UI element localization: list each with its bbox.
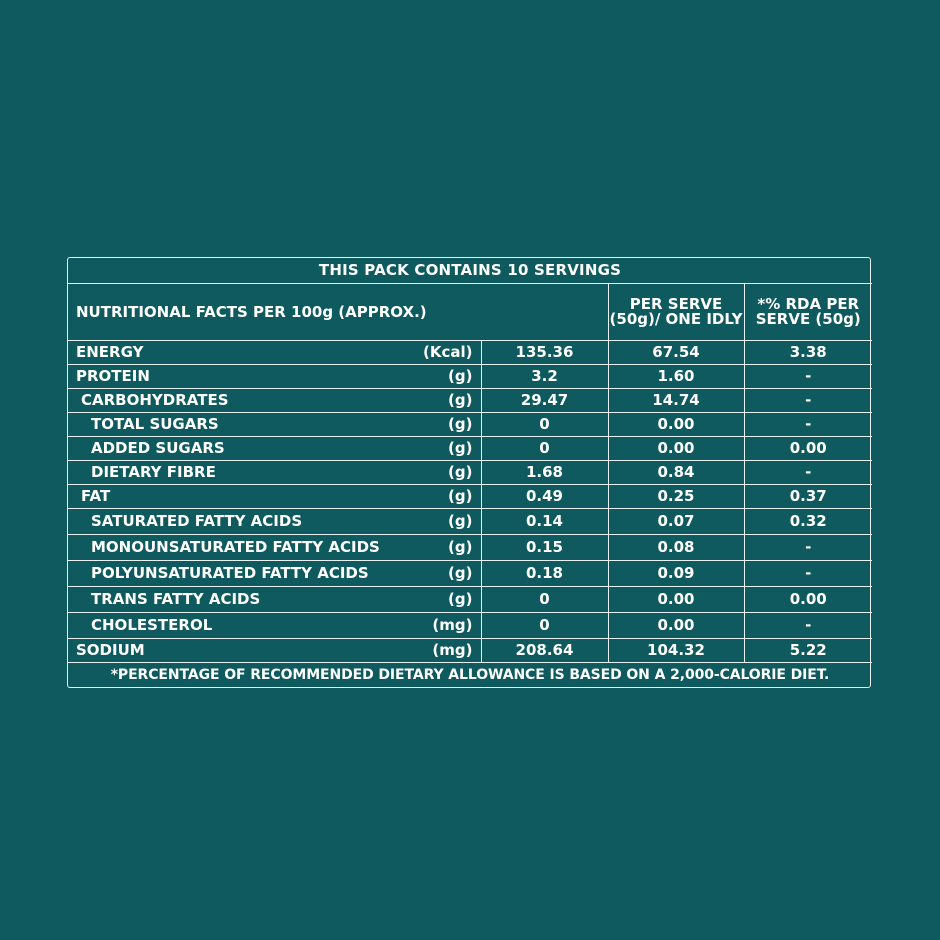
value-rda: -	[744, 613, 872, 639]
value-per-serve: 0.08	[608, 535, 744, 561]
value-rda: -	[744, 413, 872, 437]
value-per-100g: 3.2	[481, 365, 608, 389]
nutrient-unit: (Kcal)	[423, 343, 473, 361]
table-row	[68, 535, 872, 561]
value-per-serve: 104.32	[608, 639, 744, 663]
rda-footnote: *PERCENTAGE OF RECOMMENDED DIETARY ALLOWANCE IS BASED ON A 2,000-CALORIE DIET.	[68, 663, 872, 688]
value-per-100g: 0	[481, 587, 608, 613]
value-per-100g: 0.49	[481, 485, 608, 509]
nutrient-unit: (g)	[448, 439, 473, 457]
nutrition-table	[68, 258, 872, 687]
nutrient-unit: (g)	[448, 564, 473, 582]
value-per-serve: 0.00	[608, 437, 744, 461]
table-row	[68, 587, 872, 613]
header-nutrition-facts: NUTRITIONAL FACTS PER 100g (APPROX.)	[68, 284, 608, 341]
value-per-100g: 0	[481, 613, 608, 639]
nutrient-unit: (g)	[448, 463, 473, 481]
value-per-serve: 67.54	[608, 341, 744, 365]
value-per-serve: 0.00	[608, 413, 744, 437]
value-per-100g: 0.18	[481, 561, 608, 587]
value-rda: 0.37	[744, 485, 872, 509]
value-rda: -	[744, 561, 872, 587]
header-row	[68, 284, 872, 341]
nutrient-name: TRANS FATTY ACIDS	[91, 590, 261, 608]
value-rda: -	[744, 389, 872, 413]
table-row	[68, 389, 872, 413]
value-per-serve: 0.25	[608, 485, 744, 509]
value-per-100g: 135.36	[481, 341, 608, 365]
nutrient-name: ENERGY	[76, 343, 144, 361]
nutrient-name: DIETARY FIBRE	[91, 463, 216, 481]
value-per-serve: 0.07	[608, 509, 744, 535]
value-per-100g: 0.15	[481, 535, 608, 561]
value-rda: 0.00	[744, 587, 872, 613]
nutrient-unit: (g)	[448, 487, 473, 505]
nutrient-unit: (g)	[448, 367, 473, 385]
value-rda: 3.38	[744, 341, 872, 365]
value-per-serve: 0.00	[608, 613, 744, 639]
table-row	[68, 639, 872, 663]
nutrient-unit: (mg)	[432, 641, 473, 659]
table-row	[68, 437, 872, 461]
nutrient-name: TOTAL SUGARS	[91, 415, 219, 433]
value-per-100g: 29.47	[481, 389, 608, 413]
table-row	[68, 509, 872, 535]
table-row	[68, 461, 872, 485]
nutrient-unit: (g)	[448, 512, 473, 530]
value-per-serve: 14.74	[608, 389, 744, 413]
nutrition-facts-panel	[67, 257, 871, 688]
header-rda: *% RDA PER SERVE (50g)	[744, 284, 872, 341]
value-per-100g: 208.64	[481, 639, 608, 663]
value-rda: 0.00	[744, 437, 872, 461]
value-per-serve: 0.09	[608, 561, 744, 587]
table-row	[68, 341, 872, 365]
nutrient-unit: (g)	[448, 391, 473, 409]
table-row	[68, 365, 872, 389]
nutrient-name: POLYUNSATURATED FATTY ACIDS	[91, 564, 369, 582]
value-per-100g: 0	[481, 413, 608, 437]
nutrient-name: PROTEIN	[76, 367, 150, 385]
nutrient-name: ADDED SUGARS	[91, 439, 225, 457]
value-rda: 0.32	[744, 509, 872, 535]
value-rda: -	[744, 365, 872, 389]
value-rda: -	[744, 535, 872, 561]
nutrient-unit: (g)	[448, 590, 473, 608]
servings-title: THIS PACK CONTAINS 10 SERVINGS	[68, 258, 872, 284]
nutrient-name: CARBOHYDRATES	[81, 391, 229, 409]
table-row	[68, 413, 872, 437]
value-per-serve: 0.84	[608, 461, 744, 485]
nutrient-name: MONOUNSATURATED FATTY ACIDS	[91, 538, 380, 556]
table-row	[68, 485, 872, 509]
header-per-serve: PER SERVE (50g)/ ONE IDLY	[608, 284, 744, 341]
nutrient-name: FAT	[81, 487, 111, 505]
nutrient-name: CHOLESTEROL	[91, 616, 213, 634]
nutrient-name: SODIUM	[76, 641, 145, 659]
value-per-100g: 0.14	[481, 509, 608, 535]
value-rda: -	[744, 461, 872, 485]
value-per-100g: 0	[481, 437, 608, 461]
title-row	[68, 258, 872, 284]
value-rda: 5.22	[744, 639, 872, 663]
nutrient-unit: (g)	[448, 415, 473, 433]
table-row	[68, 561, 872, 587]
footnote-row	[68, 663, 872, 688]
value-per-serve: 1.60	[608, 365, 744, 389]
value-per-100g: 1.68	[481, 461, 608, 485]
nutrient-name: SATURATED FATTY ACIDS	[91, 512, 303, 530]
nutrient-unit: (mg)	[432, 616, 473, 634]
value-per-serve: 0.00	[608, 587, 744, 613]
table-row	[68, 613, 872, 639]
nutrient-unit: (g)	[448, 538, 473, 556]
